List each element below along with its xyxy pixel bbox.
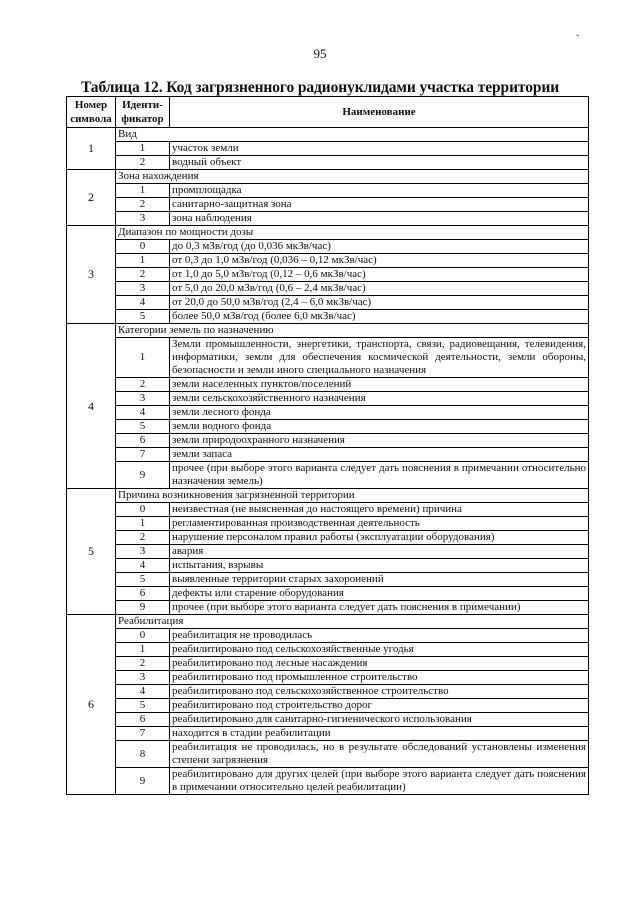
name-cell: выявленные территории старых захоронений xyxy=(170,573,589,587)
symbol-number: 1 xyxy=(67,128,116,170)
name-cell: реабилитировано для других целей (при выборе этого варианта следует дать пояснения в примечании относительно целей реабилитации) xyxy=(170,768,589,795)
symbol-number: 4 xyxy=(67,324,116,489)
identifier-cell: 2 xyxy=(116,378,170,392)
category-row xyxy=(67,170,589,184)
name-cell: земли водного фонда xyxy=(170,420,589,434)
category-row xyxy=(67,615,589,629)
identifier-cell: 1 xyxy=(116,643,170,657)
header-name: Наименование xyxy=(170,97,589,128)
table-row xyxy=(67,240,589,254)
name-cell: реабилитировано под сельскохозяйственные угодья xyxy=(170,643,589,657)
table-row xyxy=(67,254,589,268)
table-row xyxy=(67,448,589,462)
identifier-cell: 2 xyxy=(116,198,170,212)
name-cell: прочее (при выборе этого варианта следует дать пояснения в примечании относительно назначения земель) xyxy=(170,462,589,489)
name-cell: от 0,3 до 1,0 мЗв/год (0,036 – 0,12 мкЗв/час) xyxy=(170,254,589,268)
name-cell: земли лесного фонда xyxy=(170,406,589,420)
name-cell: нарушение персоналом правил работы (эксплуатации оборудования) xyxy=(170,531,589,545)
name-cell: неизвестная (не выясненная до настоящего времени) причина xyxy=(170,503,589,517)
identifier-cell: 2 xyxy=(116,268,170,282)
symbol-number: 5 xyxy=(67,489,116,615)
identifier-cell: 3 xyxy=(116,671,170,685)
table-row xyxy=(67,657,589,671)
table-row xyxy=(67,392,589,406)
name-cell: регламентированная производственная деятельность xyxy=(170,517,589,531)
identifier-cell: 5 xyxy=(116,573,170,587)
table-row xyxy=(67,643,589,657)
category-row xyxy=(67,489,589,503)
name-cell: реабилитировано под строительство дорог xyxy=(170,699,589,713)
name-cell: реабилитация не проводилась xyxy=(170,629,589,643)
name-cell: земли природоохранного назначения xyxy=(170,434,589,448)
name-cell: реабилитировано под лесные насаждения xyxy=(170,657,589,671)
table-row xyxy=(67,462,589,489)
name-cell: дефекты или старение оборудования xyxy=(170,587,589,601)
identifier-cell: 3 xyxy=(116,545,170,559)
identifier-cell: 2 xyxy=(116,531,170,545)
name-cell: от 20,0 до 50,0 мЗв/год (2,4 – 6,0 мкЗв/час) xyxy=(170,296,589,310)
name-cell: зона наблюдения xyxy=(170,212,589,226)
identifier-cell: 5 xyxy=(116,699,170,713)
identifier-cell: 0 xyxy=(116,503,170,517)
identifier-cell: 1 xyxy=(116,517,170,531)
identifier-cell: 4 xyxy=(116,559,170,573)
table-row xyxy=(67,531,589,545)
table-row xyxy=(67,713,589,727)
table-row xyxy=(67,699,589,713)
table-row xyxy=(67,573,589,587)
name-cell: реабилитировано для санитарно-гигиенического использования xyxy=(170,713,589,727)
symbol-number: 3 xyxy=(67,226,116,324)
identifier-cell: 2 xyxy=(116,156,170,170)
identifier-cell: 7 xyxy=(116,448,170,462)
table-row xyxy=(67,310,589,324)
identifier-cell: 1 xyxy=(116,184,170,198)
table-body xyxy=(67,128,589,795)
name-cell: реабилитировано под сельскохозяйственное строительство xyxy=(170,685,589,699)
header-number: Номер символа xyxy=(67,97,116,128)
identifier-cell: 5 xyxy=(116,310,170,324)
identifier-cell: 1 xyxy=(116,254,170,268)
table-row xyxy=(67,406,589,420)
table-row xyxy=(67,601,589,615)
identifier-cell: 1 xyxy=(116,142,170,156)
name-cell: реабилитация не проводилась, но в результате обследований установлены изменения степени загрязнения xyxy=(170,741,589,768)
table-row xyxy=(67,142,589,156)
code-table xyxy=(66,96,589,795)
identifier-cell: 6 xyxy=(116,713,170,727)
identifier-cell: 5 xyxy=(116,420,170,434)
name-cell: земли населенных пунктов/поселений xyxy=(170,378,589,392)
identifier-cell: 4 xyxy=(116,296,170,310)
name-cell: реабилитировано под промышленное строительство xyxy=(170,671,589,685)
table-row xyxy=(67,296,589,310)
category-row xyxy=(67,128,589,142)
name-cell: более 50,0 мЗв/год (более 6,0 мкЗв/час) xyxy=(170,310,589,324)
identifier-cell: 6 xyxy=(116,587,170,601)
name-cell: промплощадка xyxy=(170,184,589,198)
name-cell: от 5,0 до 20,0 мЗв/год (0,6 – 2,4 мкЗв/час) xyxy=(170,282,589,296)
symbol-number: 2 xyxy=(67,170,116,226)
category-label: Диапазон по мощности дозы xyxy=(116,226,589,240)
table-row xyxy=(67,282,589,296)
identifier-cell: 8 xyxy=(116,741,170,768)
table-row xyxy=(67,741,589,768)
identifier-cell: 9 xyxy=(116,601,170,615)
name-cell: прочее (при выборе этого варианта следует дать пояснения в примечании) xyxy=(170,601,589,615)
table-row xyxy=(67,268,589,282)
corner-mark: ˇ xyxy=(576,34,580,45)
name-cell: Земли промышленности, энергетики, транспорта, связи, радиовещания, телевидения, информатики, земли для обеспечения космической деятельности, земли обороны, безопасности и земли иного специального назначения xyxy=(170,338,589,378)
category-label: Зона нахождения xyxy=(116,170,589,184)
table-row xyxy=(67,545,589,559)
category-label: Категории земель по назначению xyxy=(116,324,589,338)
table-row xyxy=(67,559,589,573)
table-row xyxy=(67,671,589,685)
table-row xyxy=(67,727,589,741)
table-row xyxy=(67,198,589,212)
table-row xyxy=(67,517,589,531)
identifier-cell: 0 xyxy=(116,240,170,254)
category-label: Реабилитация xyxy=(116,615,589,629)
table-row xyxy=(67,378,589,392)
name-cell: до 0,3 мЗв/год (до 0,036 мкЗв/час) xyxy=(170,240,589,254)
name-cell: находится в стадии реабилитации xyxy=(170,727,589,741)
table-row xyxy=(67,338,589,378)
table-row xyxy=(67,156,589,170)
table-row xyxy=(67,629,589,643)
identifier-cell: 4 xyxy=(116,406,170,420)
page-number: 95 xyxy=(313,46,327,61)
identifier-cell: 9 xyxy=(116,462,170,489)
name-cell: испытания, взрывы xyxy=(170,559,589,573)
identifier-cell: 7 xyxy=(116,727,170,741)
name-cell: санитарно-защитная зона xyxy=(170,198,589,212)
identifier-cell: 9 xyxy=(116,768,170,795)
identifier-cell: 0 xyxy=(116,629,170,643)
identifier-cell: 6 xyxy=(116,434,170,448)
category-label: Вид xyxy=(116,128,589,142)
table-row xyxy=(67,212,589,226)
identifier-cell: 1 xyxy=(116,338,170,378)
table-title: Таблица 12. Код загрязненного радионуклидами участка территории xyxy=(80,79,560,96)
header-identifier: Иденти-фикатор xyxy=(116,97,170,128)
table-row xyxy=(67,434,589,448)
name-cell: земли запаса xyxy=(170,448,589,462)
table-row xyxy=(67,420,589,434)
identifier-cell: 3 xyxy=(116,282,170,296)
category-row xyxy=(67,226,589,240)
table-row xyxy=(67,768,589,795)
category-label: Причина возникновения загрязненной территории xyxy=(116,489,589,503)
table-row xyxy=(67,685,589,699)
identifier-cell: 3 xyxy=(116,392,170,406)
table-row xyxy=(67,503,589,517)
table-row xyxy=(67,184,589,198)
identifier-cell: 4 xyxy=(116,685,170,699)
table-row xyxy=(67,587,589,601)
name-cell: водный объект xyxy=(170,156,589,170)
name-cell: участок земли xyxy=(170,142,589,156)
identifier-cell: 3 xyxy=(116,212,170,226)
identifier-cell: 2 xyxy=(116,657,170,671)
name-cell: авария xyxy=(170,545,589,559)
category-row xyxy=(67,324,589,338)
symbol-number: 6 xyxy=(67,615,116,795)
name-cell: от 1,0 до 5,0 мЗв/год (0,12 – 0,6 мкЗв/час) xyxy=(170,268,589,282)
name-cell: земли сельскохозяйственного назначения xyxy=(170,392,589,406)
